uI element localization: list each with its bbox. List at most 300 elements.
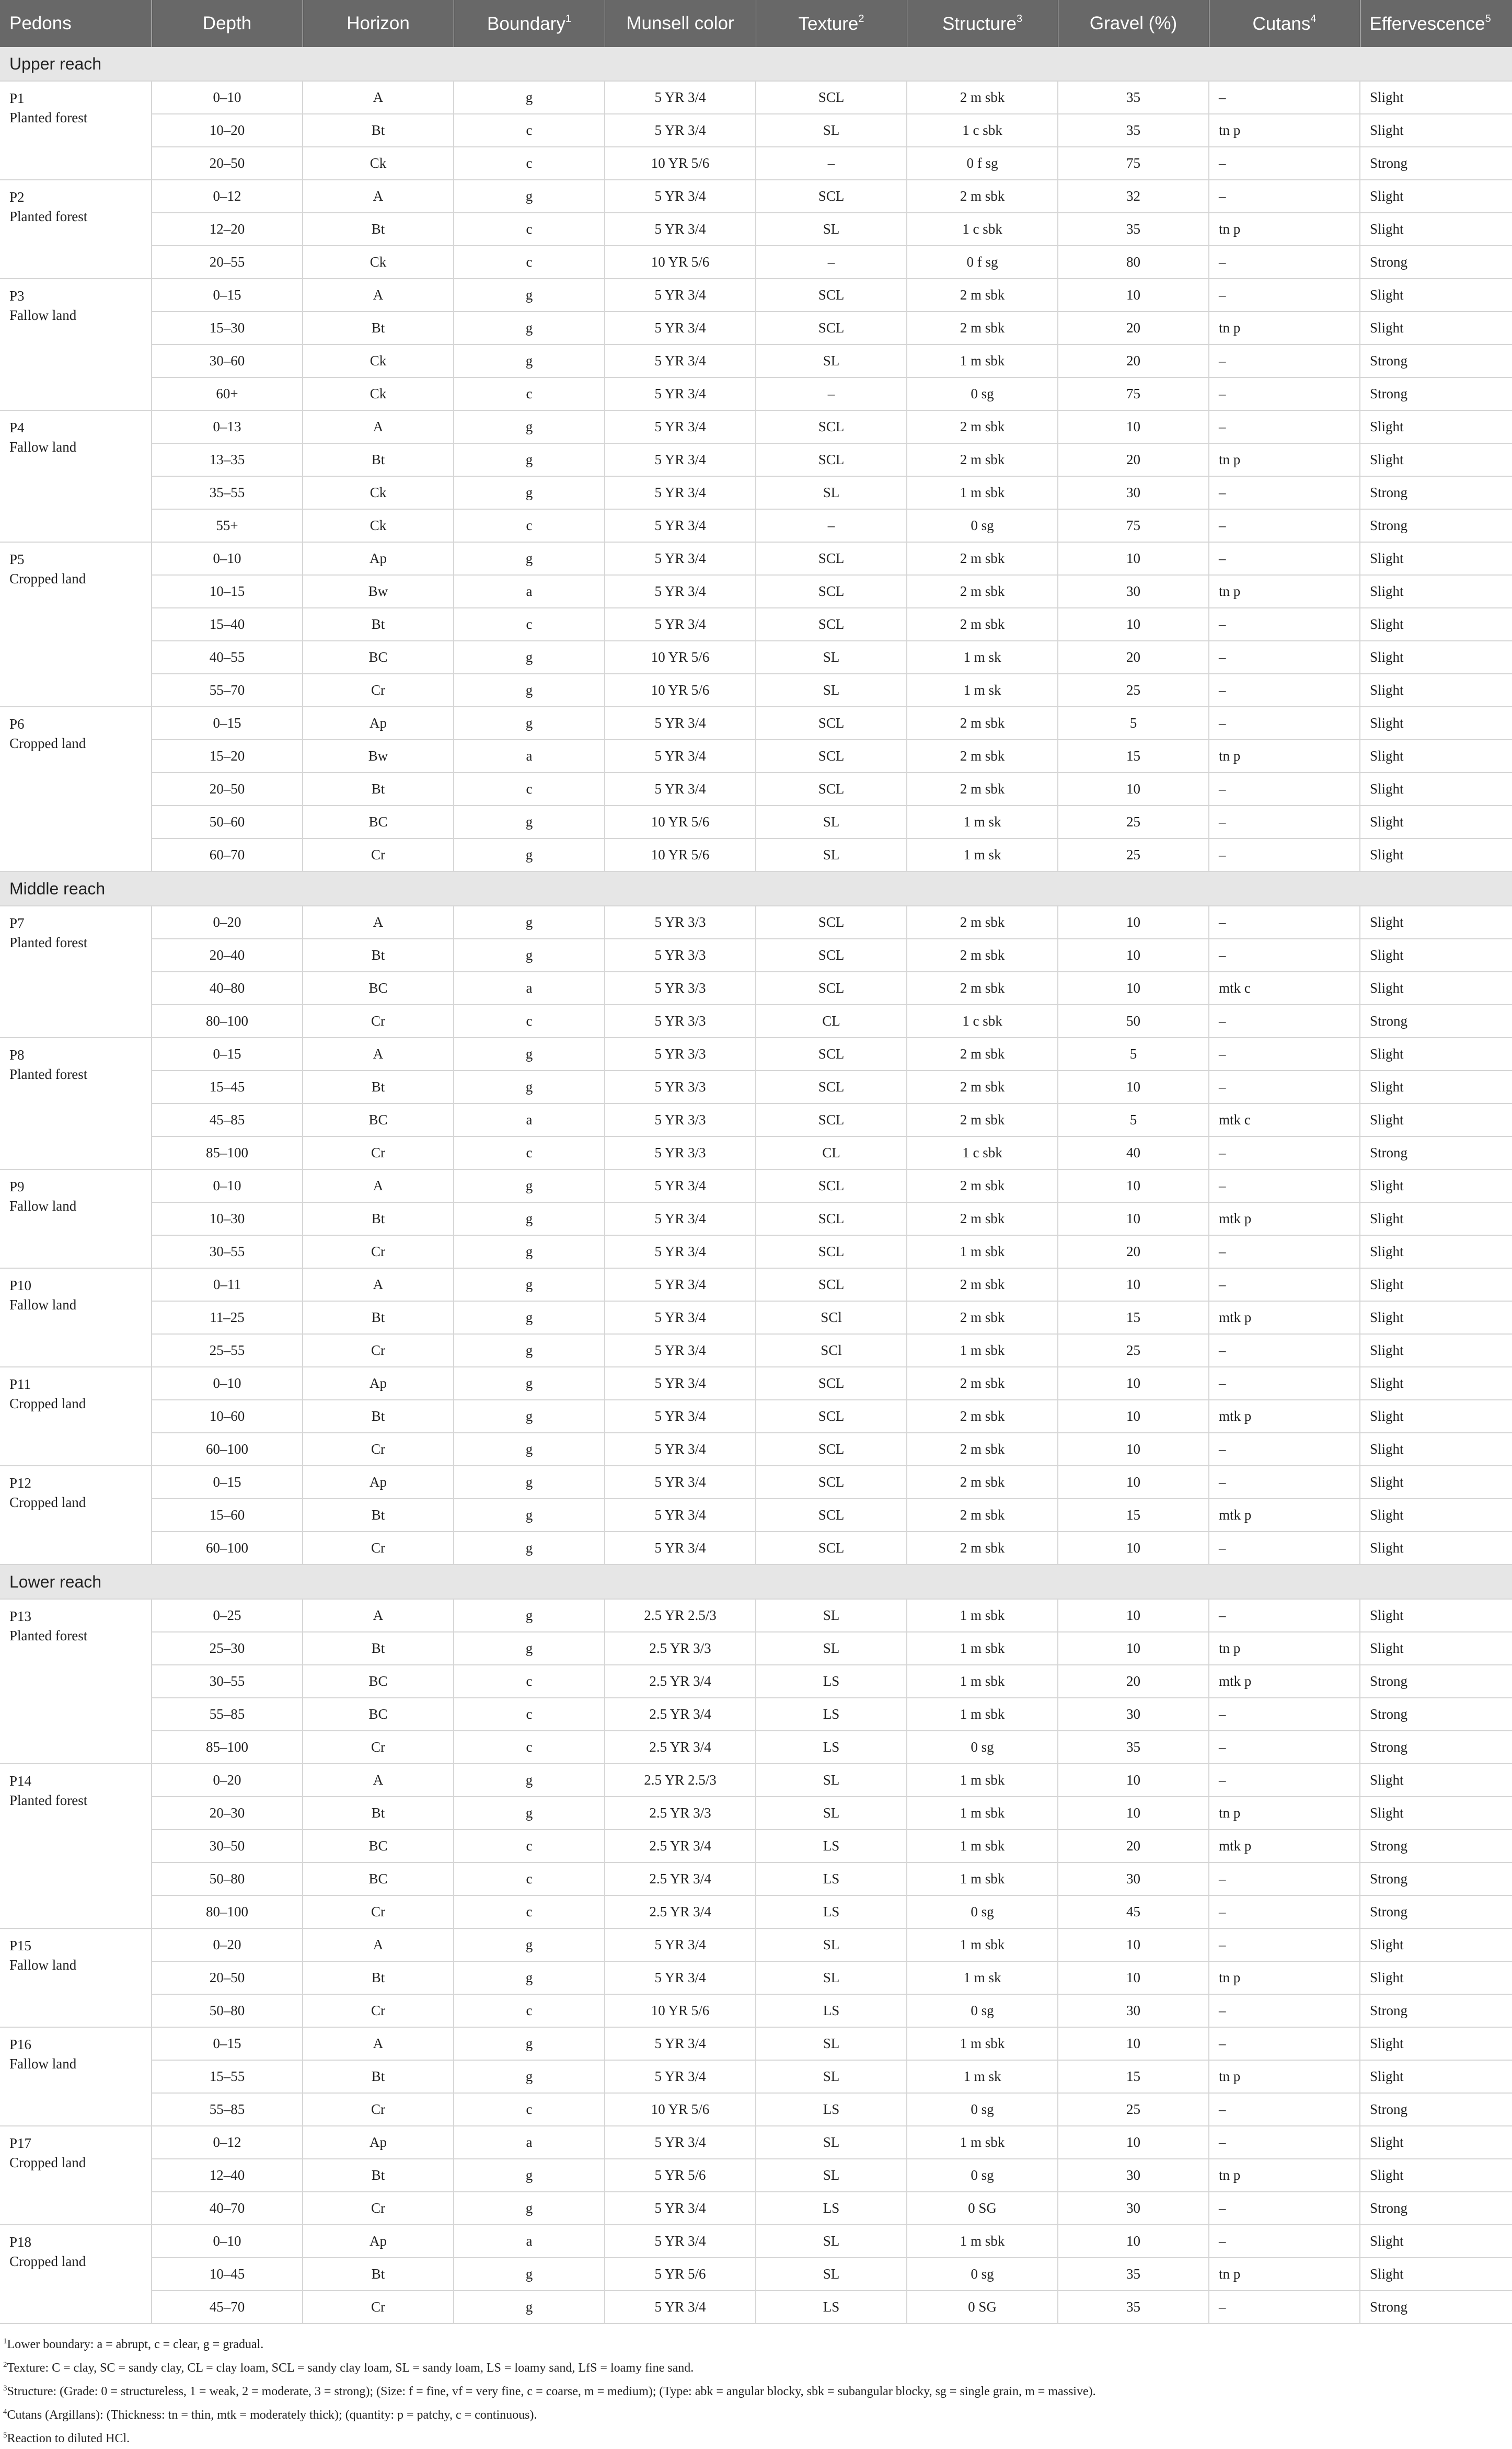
depth-cell: 10–60: [152, 1400, 303, 1433]
depth-cell: 0–10: [152, 2225, 303, 2258]
structure-cell: 2 m sbk: [907, 1499, 1058, 1532]
footnote-text: Cutans (Argillans): (Thickness: tn = thin, mtk = moderately thick); (quantity: p = patchy, c = continuous).: [7, 2408, 537, 2422]
effervescence-cell: Slight: [1360, 1532, 1512, 1565]
boundary-cell: g: [454, 1334, 605, 1367]
pedon-cell: [0, 1268, 152, 1367]
horizon-cell: Bt: [303, 1400, 454, 1433]
structure-cell: 0 sg: [907, 1994, 1058, 2027]
cutans-cell: –: [1209, 246, 1360, 279]
munsell-color-cell: 2.5 YR 3/4: [605, 1895, 756, 1928]
effervescence-cell: Slight: [1360, 939, 1512, 972]
footnote-mark: 5: [3, 2431, 7, 2440]
munsell-color-cell: 5 YR 3/3: [605, 972, 756, 1005]
boundary-cell: c: [454, 114, 605, 147]
structure-cell: 2 m sbk: [907, 443, 1058, 476]
footnote: [3, 2355, 1512, 2378]
effervescence-cell: Slight: [1360, 1169, 1512, 1202]
gravel-cell: 20: [1058, 1830, 1209, 1862]
horizon-cell: BC: [303, 1103, 454, 1136]
effervescence-cell: Strong: [1360, 2192, 1512, 2225]
pedon-cell: [0, 1764, 152, 1928]
boundary-cell: g: [454, 443, 605, 476]
depth-cell: 15–30: [152, 312, 303, 344]
depth-cell: 0–15: [152, 1466, 303, 1499]
table-row: [0, 773, 1512, 806]
texture-cell: SCL: [756, 1532, 907, 1565]
table-row: [0, 806, 1512, 838]
effervescence-cell: Slight: [1360, 81, 1512, 114]
effervescence-cell: Strong: [1360, 1665, 1512, 1698]
texture-cell: SCL: [756, 443, 907, 476]
table-row: [0, 1202, 1512, 1235]
table-row: [0, 674, 1512, 707]
section-row: [0, 1565, 1512, 1599]
gravel-cell: 10: [1058, 1433, 1209, 1466]
depth-cell: 30–60: [152, 344, 303, 377]
footnote: [3, 2425, 1512, 2449]
boundary-cell: g: [454, 2192, 605, 2225]
munsell-color-cell: 5 YR 3/4: [605, 1235, 756, 1268]
structure-cell: 1 m sbk: [907, 2126, 1058, 2159]
effervescence-cell: Slight: [1360, 114, 1512, 147]
gravel-cell: 35: [1058, 213, 1209, 246]
boundary-cell: c: [454, 509, 605, 542]
cutans-cell: –: [1209, 2291, 1360, 2324]
horizon-cell: Cr: [303, 1433, 454, 1466]
cutans-cell: –: [1209, 147, 1360, 180]
texture-cell: SCL: [756, 81, 907, 114]
gravel-cell: 10: [1058, 1202, 1209, 1235]
pedon-id: P10: [9, 1278, 32, 1293]
horizon-cell: BC: [303, 972, 454, 1005]
gravel-cell: 10: [1058, 2126, 1209, 2159]
munsell-color-cell: 5 YR 3/4: [605, 114, 756, 147]
effervescence-cell: Slight: [1360, 180, 1512, 213]
depth-cell: 13–35: [152, 443, 303, 476]
texture-cell: SCL: [756, 1038, 907, 1071]
boundary-cell: g: [454, 1466, 605, 1499]
table-row: [0, 81, 1512, 114]
gravel-cell: 35: [1058, 114, 1209, 147]
table-row: [0, 1367, 1512, 1400]
structure-cell: 2 m sbk: [907, 972, 1058, 1005]
munsell-color-cell: 5 YR 3/4: [605, 2126, 756, 2159]
munsell-color-cell: 10 YR 5/6: [605, 246, 756, 279]
depth-cell: 80–100: [152, 1895, 303, 1928]
pedon-land-use: Planted forest: [9, 1792, 88, 1808]
boundary-cell: g: [454, 81, 605, 114]
boundary-cell: c: [454, 1005, 605, 1038]
boundary-cell: g: [454, 838, 605, 871]
munsell-color-cell: 5 YR 3/4: [605, 1169, 756, 1202]
section-title: Middle reach: [0, 871, 1512, 906]
munsell-color-cell: 2.5 YR 2.5/3: [605, 1764, 756, 1797]
horizon-cell: Ap: [303, 542, 454, 575]
gravel-cell: 10: [1058, 1632, 1209, 1665]
footnote-mark: 1: [3, 2337, 7, 2345]
table-row: [0, 2192, 1512, 2225]
effervescence-cell: Slight: [1360, 2159, 1512, 2192]
horizon-cell: Bt: [303, 1961, 454, 1994]
table-row: [0, 1400, 1512, 1433]
boundary-cell: g: [454, 1038, 605, 1071]
boundary-cell: c: [454, 377, 605, 410]
pedon-id: P14: [9, 1773, 32, 1789]
depth-cell: 15–40: [152, 608, 303, 641]
footnote-marker: 3: [1016, 13, 1023, 25]
pedon-cell: [0, 1466, 152, 1565]
footnote-mark: 4: [3, 2408, 7, 2416]
table-row: [0, 1862, 1512, 1895]
texture-cell: SL: [756, 2258, 907, 2291]
depth-cell: 80–100: [152, 1005, 303, 1038]
texture-cell: SCL: [756, 410, 907, 443]
footnote-mark: 3: [3, 2384, 7, 2393]
boundary-cell: a: [454, 1103, 605, 1136]
header-row: [0, 0, 1512, 47]
structure-cell: 1 m sbk: [907, 1235, 1058, 1268]
munsell-color-cell: 5 YR 3/4: [605, 740, 756, 773]
cutans-cell: mtk c: [1209, 1103, 1360, 1136]
texture-cell: SL: [756, 2126, 907, 2159]
cutans-cell: –: [1209, 1994, 1360, 2027]
cutans-cell: –: [1209, 939, 1360, 972]
structure-cell: 1 m sbk: [907, 1862, 1058, 1895]
pedon-cell: [0, 542, 152, 707]
table-row: [0, 906, 1512, 939]
pedon-cell: [0, 906, 152, 1038]
gravel-cell: 10: [1058, 1961, 1209, 1994]
table-row: [0, 1928, 1512, 1961]
pedon-land-use: Planted forest: [9, 209, 88, 224]
table-row: [0, 575, 1512, 608]
munsell-color-cell: 5 YR 3/4: [605, 2060, 756, 2093]
texture-cell: SCl: [756, 1301, 907, 1334]
cutans-cell: –: [1209, 2093, 1360, 2126]
horizon-cell: Cr: [303, 1532, 454, 1565]
table-row: [0, 1466, 1512, 1499]
pedon-id: P7: [9, 915, 25, 931]
effervescence-cell: Slight: [1360, 2027, 1512, 2060]
footnote-text: Texture: C = clay, SC = sandy clay, CL = clay loam, SCL = sandy clay loam, SL = sandy loam, LS = loamy sand, LfS = loamy fine sand.: [7, 2361, 694, 2375]
effervescence-cell: Strong: [1360, 1698, 1512, 1731]
horizon-cell: A: [303, 1599, 454, 1632]
structure-cell: 0 f sg: [907, 246, 1058, 279]
structure-cell: 2 m sbk: [907, 1301, 1058, 1334]
depth-cell: 10–45: [152, 2258, 303, 2291]
pedon-cell: [0, 1928, 152, 2027]
munsell-color-cell: 5 YR 3/4: [605, 1400, 756, 1433]
texture-cell: SL: [756, 674, 907, 707]
gravel-cell: 32: [1058, 180, 1209, 213]
footnote-marker: 4: [1310, 13, 1317, 25]
table-row: [0, 476, 1512, 509]
boundary-cell: g: [454, 2027, 605, 2060]
boundary-cell: c: [454, 1665, 605, 1698]
pedon-land-use: Fallow land: [9, 1957, 77, 1973]
depth-cell: 55+: [152, 509, 303, 542]
table-row: [0, 1731, 1512, 1764]
horizon-cell: BC: [303, 1862, 454, 1895]
horizon-cell: Bt: [303, 2159, 454, 2192]
horizon-cell: Bt: [303, 443, 454, 476]
footnote-marker: 2: [858, 13, 864, 25]
munsell-color-cell: 2.5 YR 3/4: [605, 1665, 756, 1698]
horizon-cell: Cr: [303, 1994, 454, 2027]
gravel-cell: 20: [1058, 1665, 1209, 1698]
munsell-color-cell: 5 YR 3/4: [605, 1532, 756, 1565]
effervescence-cell: Slight: [1360, 1797, 1512, 1830]
texture-cell: SL: [756, 838, 907, 871]
section-title: Upper reach: [0, 47, 1512, 81]
pedon-land-use: Fallow land: [9, 1297, 77, 1313]
depth-cell: 50–60: [152, 806, 303, 838]
pedon-id: P17: [9, 2135, 32, 2151]
boundary-cell: g: [454, 2060, 605, 2093]
horizon-cell: BC: [303, 1665, 454, 1698]
munsell-color-cell: 5 YR 3/3: [605, 939, 756, 972]
gravel-cell: 75: [1058, 147, 1209, 180]
horizon-cell: Ap: [303, 707, 454, 740]
structure-cell: 2 m sbk: [907, 180, 1058, 213]
table-row: [0, 1169, 1512, 1202]
pedon-id: P5: [9, 551, 25, 567]
boundary-cell: a: [454, 575, 605, 608]
cutans-cell: mtk c: [1209, 972, 1360, 1005]
effervescence-cell: Slight: [1360, 213, 1512, 246]
table-row: [0, 213, 1512, 246]
table-row: [0, 410, 1512, 443]
structure-cell: 1 m sbk: [907, 1928, 1058, 1961]
effervescence-cell: Strong: [1360, 1136, 1512, 1169]
texture-cell: LS: [756, 2291, 907, 2324]
munsell-color-cell: 5 YR 3/4: [605, 509, 756, 542]
horizon-cell: Cr: [303, 2291, 454, 2324]
munsell-color-cell: 5 YR 3/4: [605, 1268, 756, 1301]
table-row: [0, 1895, 1512, 1928]
header-gravel: Gravel (%): [1058, 0, 1209, 47]
effervescence-cell: Slight: [1360, 641, 1512, 674]
munsell-color-cell: 5 YR 3/4: [605, 81, 756, 114]
pedon-land-use: Planted forest: [9, 1066, 88, 1082]
pedon-land-use: Planted forest: [9, 935, 88, 950]
header-cutans: Cutans$^4$: [1209, 0, 1360, 47]
table-row: [0, 2291, 1512, 2324]
cutans-cell: –: [1209, 509, 1360, 542]
footnote-text: Structure: (Grade: 0 = structureless, 1 = weak, 2 = moderate, 3 = strong); (Size: f = fine, vf = very fine, c = coarse, m = medium); (Type: abk = angular blocky, sbk = subangular blocky, sg = single grain, m = massive).: [7, 2385, 1096, 2398]
horizon-cell: Ck: [303, 509, 454, 542]
table-row: [0, 838, 1512, 871]
horizon-cell: Bt: [303, 1071, 454, 1103]
texture-cell: –: [756, 147, 907, 180]
horizon-cell: Bt: [303, 312, 454, 344]
gravel-cell: 10: [1058, 1466, 1209, 1499]
horizon-cell: Bt: [303, 213, 454, 246]
horizon-cell: Cr: [303, 1895, 454, 1928]
table-row: [0, 1038, 1512, 1071]
depth-cell: 0–20: [152, 1928, 303, 1961]
structure-cell: 0 sg: [907, 2258, 1058, 2291]
structure-cell: 1 m sk: [907, 2060, 1058, 2093]
gravel-cell: 10: [1058, 1797, 1209, 1830]
boundary-cell: g: [454, 707, 605, 740]
cutans-cell: mtk p: [1209, 1830, 1360, 1862]
depth-cell: 25–30: [152, 1632, 303, 1665]
cutans-cell: tn p: [1209, 575, 1360, 608]
texture-cell: LS: [756, 1862, 907, 1895]
horizon-cell: Ck: [303, 246, 454, 279]
horizon-cell: Bt: [303, 1797, 454, 1830]
effervescence-cell: Slight: [1360, 674, 1512, 707]
structure-cell: 0 sg: [907, 509, 1058, 542]
cutans-cell: –: [1209, 674, 1360, 707]
depth-cell: 0–10: [152, 1367, 303, 1400]
cutans-cell: tn p: [1209, 1961, 1360, 1994]
gravel-cell: 30: [1058, 2192, 1209, 2225]
depth-cell: 0–25: [152, 1599, 303, 1632]
cutans-cell: tn p: [1209, 2258, 1360, 2291]
cutans-cell: –: [1209, 1698, 1360, 1731]
depth-cell: 10–30: [152, 1202, 303, 1235]
table-row: [0, 1499, 1512, 1532]
gravel-cell: 25: [1058, 2093, 1209, 2126]
gravel-cell: 10: [1058, 608, 1209, 641]
pedon-cell: [0, 279, 152, 410]
cutans-cell: –: [1209, 1466, 1360, 1499]
cutans-cell: –: [1209, 1136, 1360, 1169]
boundary-cell: g: [454, 641, 605, 674]
boundary-cell: c: [454, 1830, 605, 1862]
gravel-cell: 10: [1058, 1599, 1209, 1632]
texture-cell: SL: [756, 1764, 907, 1797]
texture-cell: SL: [756, 344, 907, 377]
cutans-cell: –: [1209, 838, 1360, 871]
structure-cell: 2 m sbk: [907, 1400, 1058, 1433]
gravel-cell: 35: [1058, 1731, 1209, 1764]
munsell-color-cell: 5 YR 3/3: [605, 1038, 756, 1071]
depth-cell: 60+: [152, 377, 303, 410]
gravel-cell: 20: [1058, 312, 1209, 344]
footnote: [3, 2402, 1512, 2425]
munsell-color-cell: 5 YR 3/4: [605, 2192, 756, 2225]
structure-cell: 1 c sbk: [907, 213, 1058, 246]
munsell-color-cell: 5 YR 3/4: [605, 1466, 756, 1499]
structure-cell: 1 m sbk: [907, 1665, 1058, 1698]
horizon-cell: A: [303, 2027, 454, 2060]
horizon-cell: A: [303, 1169, 454, 1202]
cutans-cell: –: [1209, 377, 1360, 410]
munsell-color-cell: 10 YR 5/6: [605, 147, 756, 180]
effervescence-cell: Strong: [1360, 147, 1512, 180]
gravel-cell: 75: [1058, 509, 1209, 542]
effervescence-cell: Slight: [1360, 443, 1512, 476]
depth-cell: 20–50: [152, 147, 303, 180]
table-row: [0, 1136, 1512, 1169]
table-row: [0, 608, 1512, 641]
cutans-cell: mtk p: [1209, 1499, 1360, 1532]
boundary-cell: a: [454, 972, 605, 1005]
effervescence-cell: Slight: [1360, 707, 1512, 740]
structure-cell: 2 m sbk: [907, 608, 1058, 641]
depth-cell: 15–55: [152, 2060, 303, 2093]
pedon-cell: [0, 180, 152, 279]
depth-cell: 15–60: [152, 1499, 303, 1532]
boundary-cell: g: [454, 279, 605, 312]
boundary-cell: c: [454, 246, 605, 279]
horizon-cell: A: [303, 1764, 454, 1797]
table-row: [0, 1961, 1512, 1994]
depth-cell: 40–70: [152, 2192, 303, 2225]
structure-cell: 1 m sbk: [907, 1698, 1058, 1731]
texture-cell: SL: [756, 1599, 907, 1632]
table-row: [0, 2159, 1512, 2192]
table-row: [0, 2126, 1512, 2159]
pedon-land-use: Cropped land: [9, 2253, 86, 2269]
munsell-color-cell: 5 YR 3/4: [605, 312, 756, 344]
cutans-cell: –: [1209, 1005, 1360, 1038]
texture-cell: SL: [756, 641, 907, 674]
horizon-cell: Cr: [303, 838, 454, 871]
gravel-cell: 5: [1058, 1103, 1209, 1136]
cutans-cell: –: [1209, 1764, 1360, 1797]
horizon-cell: A: [303, 1928, 454, 1961]
boundary-cell: g: [454, 1301, 605, 1334]
munsell-color-cell: 5 YR 3/3: [605, 1103, 756, 1136]
boundary-cell: g: [454, 1367, 605, 1400]
depth-cell: 55–85: [152, 1698, 303, 1731]
structure-cell: 2 m sbk: [907, 542, 1058, 575]
structure-cell: 2 m sbk: [907, 707, 1058, 740]
effervescence-cell: Strong: [1360, 1895, 1512, 1928]
gravel-cell: 30: [1058, 1862, 1209, 1895]
table-row: [0, 1797, 1512, 1830]
effervescence-cell: Strong: [1360, 476, 1512, 509]
texture-cell: SCl: [756, 1334, 907, 1367]
effervescence-cell: Strong: [1360, 1994, 1512, 2027]
effervescence-cell: Slight: [1360, 575, 1512, 608]
depth-cell: 15–45: [152, 1071, 303, 1103]
effervescence-cell: Slight: [1360, 1103, 1512, 1136]
munsell-color-cell: 10 YR 5/6: [605, 641, 756, 674]
gravel-cell: 45: [1058, 1895, 1209, 1928]
horizon-cell: Ap: [303, 2126, 454, 2159]
pedon-cell: [0, 1169, 152, 1268]
structure-cell: 0 SG: [907, 2291, 1058, 2324]
table-row: [0, 1830, 1512, 1862]
gravel-cell: 40: [1058, 1136, 1209, 1169]
pedon-land-use: Fallow land: [9, 439, 77, 455]
structure-cell: 1 m sbk: [907, 2027, 1058, 2060]
boundary-cell: a: [454, 740, 605, 773]
cutans-cell: tn p: [1209, 443, 1360, 476]
boundary-cell: c: [454, 1862, 605, 1895]
structure-cell: 1 c sbk: [907, 1136, 1058, 1169]
munsell-color-cell: 5 YR 3/4: [605, 180, 756, 213]
horizon-cell: Bt: [303, 939, 454, 972]
table-body: [0, 47, 1512, 2324]
horizon-cell: Bt: [303, 2258, 454, 2291]
pedon-cell: [0, 81, 152, 180]
effervescence-cell: Slight: [1360, 1466, 1512, 1499]
depth-cell: 0–10: [152, 81, 303, 114]
gravel-cell: 20: [1058, 344, 1209, 377]
depth-cell: 0–15: [152, 279, 303, 312]
depth-cell: 12–40: [152, 2159, 303, 2192]
munsell-color-cell: 10 YR 5/6: [605, 838, 756, 871]
texture-cell: SCL: [756, 575, 907, 608]
texture-cell: LS: [756, 1830, 907, 1862]
gravel-cell: 75: [1058, 377, 1209, 410]
